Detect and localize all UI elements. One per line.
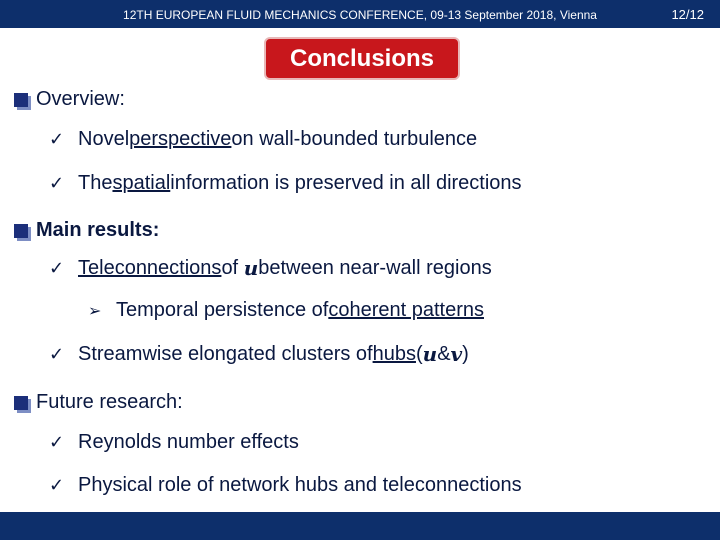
check-icon: ✓ (49, 173, 65, 193)
underlined-term: perspective (129, 128, 232, 150)
square-bullet-icon (14, 396, 28, 410)
underlined-term: spatial (112, 172, 171, 194)
future-research-heading-label: Future research: (36, 391, 183, 413)
item-text: between near-wall regions (258, 256, 492, 279)
variable-u: u (243, 256, 259, 280)
overview-item-1 (49, 128, 477, 151)
square-bullet-icon (14, 224, 28, 238)
main-results-item-1 (49, 256, 492, 280)
overview-heading-label: Overview: (36, 88, 125, 110)
item-text: Streamwise elongated clusters of (78, 342, 373, 365)
square-bullet-icon (14, 93, 28, 107)
underlined-term: Teleconnections (78, 256, 222, 279)
future-item-2 (49, 474, 522, 497)
main-results-heading (14, 219, 159, 242)
slide-title: Conclusions (264, 37, 460, 80)
item-text: & (437, 342, 451, 365)
main-results-item-2 (49, 342, 469, 366)
conference-title: 12TH EUROPEAN FLUID MECHANICS CONFERENCE, 09-13 September 2018, Vienna (123, 8, 597, 22)
future-item-1 (49, 431, 299, 454)
underlined-term: hubs (372, 342, 416, 365)
check-icon: ✓ (49, 432, 65, 452)
item-text: The (78, 172, 113, 194)
item-text: Reynolds number effects (78, 431, 299, 453)
item-text: ) (462, 342, 469, 365)
item-text: ( (415, 342, 423, 365)
page-number: 12/12 (671, 7, 704, 22)
item-text: on wall-bounded turbulence (231, 128, 478, 150)
check-icon: ✓ (49, 343, 65, 364)
overview-item-2 (49, 172, 522, 195)
main-results-heading-label: Main results: (36, 219, 160, 241)
footer-bar (0, 512, 720, 540)
item-text: of (221, 256, 239, 279)
item-text: Novel (78, 128, 130, 150)
overview-heading (14, 88, 125, 111)
item-text: Temporal persistence of (116, 299, 329, 321)
check-icon: ✓ (49, 257, 65, 278)
arrow-icon: ➢ (88, 302, 102, 320)
variable-v: v (450, 342, 463, 366)
header-bar (0, 0, 720, 28)
check-icon: ✓ (49, 129, 65, 149)
check-icon: ✓ (49, 475, 65, 495)
item-text: Physical role of network hubs and teleconnections (78, 474, 522, 496)
variable-u: u (422, 342, 438, 366)
underlined-term: coherent patterns (328, 299, 484, 321)
main-results-subitem (88, 299, 484, 322)
item-text: information is preserved in all directions (170, 172, 522, 194)
future-research-heading (14, 391, 183, 414)
